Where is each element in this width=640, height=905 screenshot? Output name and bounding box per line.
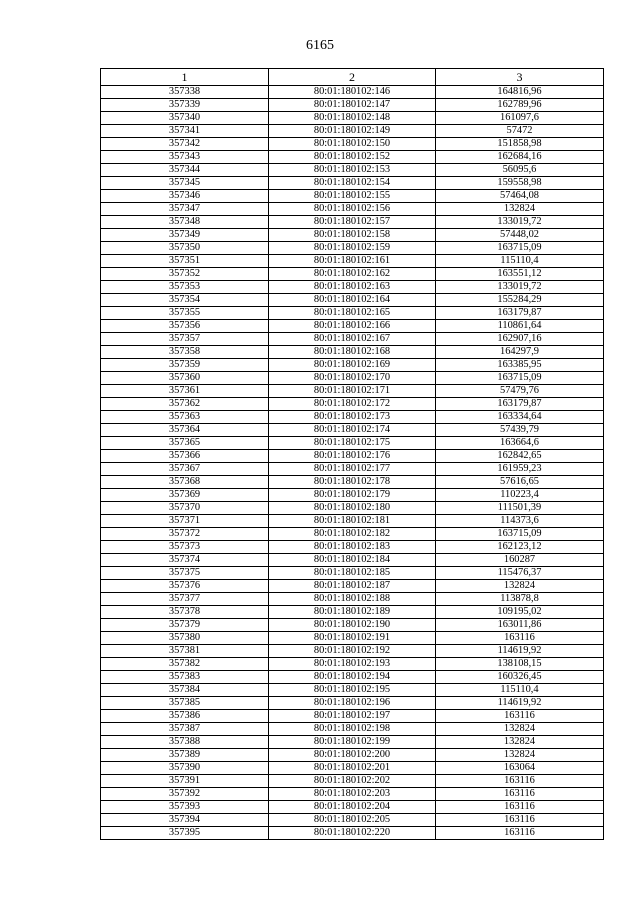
cadastral-number-cell: 80:01:180102:158 bbox=[269, 229, 436, 242]
row-number-cell: 357377 bbox=[101, 593, 269, 606]
value-cell: 162789,96 bbox=[436, 99, 604, 112]
table-header-row bbox=[101, 69, 604, 86]
row-number-cell: 357353 bbox=[101, 281, 269, 294]
value-cell: 132824 bbox=[436, 723, 604, 736]
value-cell: 162907,16 bbox=[436, 333, 604, 346]
row-number-cell: 357350 bbox=[101, 242, 269, 255]
value-cell: 57464,08 bbox=[436, 190, 604, 203]
cadastral-number-cell: 80:01:180102:201 bbox=[269, 762, 436, 775]
row-number-cell: 357355 bbox=[101, 307, 269, 320]
table-row bbox=[101, 541, 604, 554]
row-number-cell: 357343 bbox=[101, 151, 269, 164]
value-cell: 159558,98 bbox=[436, 177, 604, 190]
value-cell: 57479,76 bbox=[436, 385, 604, 398]
table-row bbox=[101, 99, 604, 112]
row-number-cell: 357349 bbox=[101, 229, 269, 242]
value-cell: 163179,87 bbox=[436, 307, 604, 320]
table-row bbox=[101, 424, 604, 437]
cadastral-number-cell: 80:01:180102:148 bbox=[269, 112, 436, 125]
value-cell: 132824 bbox=[436, 580, 604, 593]
cadastral-number-cell: 80:01:180102:164 bbox=[269, 294, 436, 307]
table-row bbox=[101, 203, 604, 216]
table-row bbox=[101, 463, 604, 476]
table-row bbox=[101, 346, 604, 359]
row-number-cell: 357364 bbox=[101, 424, 269, 437]
row-number-cell: 357354 bbox=[101, 294, 269, 307]
table-row bbox=[101, 801, 604, 814]
table-row bbox=[101, 502, 604, 515]
table-row bbox=[101, 528, 604, 541]
cadastral-number-cell: 80:01:180102:191 bbox=[269, 632, 436, 645]
value-cell: 163715,09 bbox=[436, 528, 604, 541]
row-number-cell: 357358 bbox=[101, 346, 269, 359]
value-cell: 132824 bbox=[436, 203, 604, 216]
value-cell: 113878,8 bbox=[436, 593, 604, 606]
cadastral-number-cell: 80:01:180102:179 bbox=[269, 489, 436, 502]
value-cell: 114619,92 bbox=[436, 645, 604, 658]
table-row bbox=[101, 255, 604, 268]
value-cell: 162123,12 bbox=[436, 541, 604, 554]
table-row bbox=[101, 151, 604, 164]
value-cell: 161959,23 bbox=[436, 463, 604, 476]
table-row bbox=[101, 567, 604, 580]
row-number-cell: 357390 bbox=[101, 762, 269, 775]
cadastral-number-cell: 80:01:180102:163 bbox=[269, 281, 436, 294]
cadastral-number-cell: 80:01:180102:202 bbox=[269, 775, 436, 788]
cadastral-number-cell: 80:01:180102:187 bbox=[269, 580, 436, 593]
cadastral-number-cell: 80:01:180102:204 bbox=[269, 801, 436, 814]
table-row bbox=[101, 554, 604, 567]
table-row bbox=[101, 333, 604, 346]
value-cell: 164297,9 bbox=[436, 346, 604, 359]
table-row bbox=[101, 684, 604, 697]
cadastral-number-cell: 80:01:180102:185 bbox=[269, 567, 436, 580]
table-row bbox=[101, 216, 604, 229]
row-number-cell: 357352 bbox=[101, 268, 269, 281]
value-cell: 163551,12 bbox=[436, 268, 604, 281]
table-row bbox=[101, 190, 604, 203]
table-row bbox=[101, 515, 604, 528]
table-row bbox=[101, 229, 604, 242]
value-cell: 138108,15 bbox=[436, 658, 604, 671]
value-cell: 163116 bbox=[436, 632, 604, 645]
cadastral-number-cell: 80:01:180102:190 bbox=[269, 619, 436, 632]
table-row bbox=[101, 762, 604, 775]
row-number-cell: 357362 bbox=[101, 398, 269, 411]
value-cell: 132824 bbox=[436, 749, 604, 762]
value-cell: 163179,87 bbox=[436, 398, 604, 411]
row-number-cell: 357380 bbox=[101, 632, 269, 645]
table-row bbox=[101, 112, 604, 125]
row-number-cell: 357346 bbox=[101, 190, 269, 203]
table-row bbox=[101, 697, 604, 710]
value-cell: 151858,98 bbox=[436, 138, 604, 151]
cadastral-number-cell: 80:01:180102:171 bbox=[269, 385, 436, 398]
table-row bbox=[101, 736, 604, 749]
value-cell: 162684,16 bbox=[436, 151, 604, 164]
value-cell: 109195,02 bbox=[436, 606, 604, 619]
value-cell: 57472 bbox=[436, 125, 604, 138]
row-number-cell: 357359 bbox=[101, 359, 269, 372]
table-row bbox=[101, 372, 604, 385]
cadastral-number-cell: 80:01:180102:197 bbox=[269, 710, 436, 723]
row-number-cell: 357371 bbox=[101, 515, 269, 528]
value-cell: 114619,92 bbox=[436, 697, 604, 710]
cadastral-number-cell: 80:01:180102:203 bbox=[269, 788, 436, 801]
row-number-cell: 357360 bbox=[101, 372, 269, 385]
value-cell: 111501,39 bbox=[436, 502, 604, 515]
table-row bbox=[101, 619, 604, 632]
table-row bbox=[101, 723, 604, 736]
cadastral-number-cell: 80:01:180102:152 bbox=[269, 151, 436, 164]
cadastral-number-cell: 80:01:180102:183 bbox=[269, 541, 436, 554]
table-row bbox=[101, 242, 604, 255]
row-number-cell: 357356 bbox=[101, 320, 269, 333]
table-row bbox=[101, 775, 604, 788]
table-row bbox=[101, 645, 604, 658]
row-number-cell: 357381 bbox=[101, 645, 269, 658]
row-number-cell: 357387 bbox=[101, 723, 269, 736]
table-row bbox=[101, 268, 604, 281]
table-row bbox=[101, 476, 604, 489]
row-number-cell: 357393 bbox=[101, 801, 269, 814]
cadastral-number-cell: 80:01:180102:155 bbox=[269, 190, 436, 203]
cadastral-number-cell: 80:01:180102:181 bbox=[269, 515, 436, 528]
row-number-cell: 357375 bbox=[101, 567, 269, 580]
row-number-cell: 357363 bbox=[101, 411, 269, 424]
cadastral-number-cell: 80:01:180102:177 bbox=[269, 463, 436, 476]
value-cell: 115110,4 bbox=[436, 684, 604, 697]
row-number-cell: 357368 bbox=[101, 476, 269, 489]
cadastral-number-cell: 80:01:180102:170 bbox=[269, 372, 436, 385]
row-number-cell: 357340 bbox=[101, 112, 269, 125]
table-row bbox=[101, 411, 604, 424]
cadastral-number-cell: 80:01:180102:205 bbox=[269, 814, 436, 827]
value-cell: 56095,6 bbox=[436, 164, 604, 177]
column-header-3: 3 bbox=[436, 69, 604, 86]
table-row bbox=[101, 164, 604, 177]
cadastral-number-cell: 80:01:180102:165 bbox=[269, 307, 436, 320]
table-row bbox=[101, 814, 604, 827]
value-cell: 57439,79 bbox=[436, 424, 604, 437]
row-number-cell: 357338 bbox=[101, 86, 269, 99]
cadastral-number-cell: 80:01:180102:175 bbox=[269, 437, 436, 450]
cadastral-number-cell: 80:01:180102:147 bbox=[269, 99, 436, 112]
cadastral-number-cell: 80:01:180102:161 bbox=[269, 255, 436, 268]
value-cell: 57616,65 bbox=[436, 476, 604, 489]
row-number-cell: 357348 bbox=[101, 216, 269, 229]
cadastral-number-cell: 80:01:180102:189 bbox=[269, 606, 436, 619]
cadastral-number-cell: 80:01:180102:174 bbox=[269, 424, 436, 437]
table-row bbox=[101, 125, 604, 138]
table-row bbox=[101, 294, 604, 307]
table-row bbox=[101, 593, 604, 606]
cadastral-number-cell: 80:01:180102:199 bbox=[269, 736, 436, 749]
cadastral-number-cell: 80:01:180102:172 bbox=[269, 398, 436, 411]
cadastral-number-cell: 80:01:180102:182 bbox=[269, 528, 436, 541]
table-row bbox=[101, 606, 604, 619]
value-cell: 133019,72 bbox=[436, 216, 604, 229]
cadastral-number-cell: 80:01:180102:188 bbox=[269, 593, 436, 606]
table-row bbox=[101, 788, 604, 801]
table-row bbox=[101, 138, 604, 151]
table-row bbox=[101, 450, 604, 463]
value-cell: 163116 bbox=[436, 788, 604, 801]
table-row bbox=[101, 489, 604, 502]
cadastral-number-cell: 80:01:180102:166 bbox=[269, 320, 436, 333]
cadastral-number-cell: 80:01:180102:194 bbox=[269, 671, 436, 684]
table-row bbox=[101, 281, 604, 294]
value-cell: 110223,4 bbox=[436, 489, 604, 502]
value-cell: 57448,02 bbox=[436, 229, 604, 242]
row-number-cell: 357347 bbox=[101, 203, 269, 216]
page-number: 6165 bbox=[306, 38, 334, 53]
cadastral-number-cell: 80:01:180102:184 bbox=[269, 554, 436, 567]
row-number-cell: 357373 bbox=[101, 541, 269, 554]
row-number-cell: 357374 bbox=[101, 554, 269, 567]
row-number-cell: 357391 bbox=[101, 775, 269, 788]
value-cell: 163116 bbox=[436, 710, 604, 723]
value-cell: 160287 bbox=[436, 554, 604, 567]
value-cell: 161097,6 bbox=[436, 112, 604, 125]
cadastral-number-cell: 80:01:180102:169 bbox=[269, 359, 436, 372]
table-row bbox=[101, 658, 604, 671]
table-body bbox=[101, 86, 604, 840]
value-cell: 163385,95 bbox=[436, 359, 604, 372]
row-number-cell: 357386 bbox=[101, 710, 269, 723]
table-row bbox=[101, 632, 604, 645]
row-number-cell: 357382 bbox=[101, 658, 269, 671]
row-number-cell: 357365 bbox=[101, 437, 269, 450]
cadastral-number-cell: 80:01:180102:153 bbox=[269, 164, 436, 177]
table-row bbox=[101, 827, 604, 840]
value-cell: 163116 bbox=[436, 801, 604, 814]
cadastral-number-cell: 80:01:180102:180 bbox=[269, 502, 436, 515]
table-row bbox=[101, 177, 604, 190]
row-number-cell: 357366 bbox=[101, 450, 269, 463]
cadastral-number-cell: 80:01:180102:176 bbox=[269, 450, 436, 463]
cadastral-number-cell: 80:01:180102:156 bbox=[269, 203, 436, 216]
cadastral-number-cell: 80:01:180102:162 bbox=[269, 268, 436, 281]
table-row bbox=[101, 398, 604, 411]
table-row bbox=[101, 710, 604, 723]
row-number-cell: 357372 bbox=[101, 528, 269, 541]
value-cell: 115110,4 bbox=[436, 255, 604, 268]
value-cell: 163715,09 bbox=[436, 372, 604, 385]
table-row bbox=[101, 580, 604, 593]
cadastral-number-cell: 80:01:180102:173 bbox=[269, 411, 436, 424]
cadastral-number-cell: 80:01:180102:168 bbox=[269, 346, 436, 359]
cadastral-number-cell: 80:01:180102:193 bbox=[269, 658, 436, 671]
row-number-cell: 357388 bbox=[101, 736, 269, 749]
row-number-cell: 357345 bbox=[101, 177, 269, 190]
row-number-cell: 357357 bbox=[101, 333, 269, 346]
row-number-cell: 357376 bbox=[101, 580, 269, 593]
value-cell: 160326,45 bbox=[436, 671, 604, 684]
row-number-cell: 357395 bbox=[101, 827, 269, 840]
cadastral-number-cell: 80:01:180102:150 bbox=[269, 138, 436, 151]
value-cell: 115476,37 bbox=[436, 567, 604, 580]
table-row bbox=[101, 749, 604, 762]
row-number-cell: 357394 bbox=[101, 814, 269, 827]
row-number-cell: 357392 bbox=[101, 788, 269, 801]
cadastral-number-cell: 80:01:180102:157 bbox=[269, 216, 436, 229]
cadastral-number-cell: 80:01:180102:196 bbox=[269, 697, 436, 710]
cadastral-number-cell: 80:01:180102:192 bbox=[269, 645, 436, 658]
value-cell: 163116 bbox=[436, 827, 604, 840]
row-number-cell: 357389 bbox=[101, 749, 269, 762]
row-number-cell: 357385 bbox=[101, 697, 269, 710]
cadastral-number-cell: 80:01:180102:146 bbox=[269, 86, 436, 99]
table-row bbox=[101, 320, 604, 333]
row-number-cell: 357341 bbox=[101, 125, 269, 138]
value-cell: 114373,6 bbox=[436, 515, 604, 528]
row-number-cell: 357379 bbox=[101, 619, 269, 632]
value-cell: 163011,86 bbox=[436, 619, 604, 632]
row-number-cell: 357367 bbox=[101, 463, 269, 476]
row-number-cell: 357361 bbox=[101, 385, 269, 398]
value-cell: 163715,09 bbox=[436, 242, 604, 255]
cadastral-number-cell: 80:01:180102:149 bbox=[269, 125, 436, 138]
row-number-cell: 357383 bbox=[101, 671, 269, 684]
value-cell: 133019,72 bbox=[436, 281, 604, 294]
value-cell: 163116 bbox=[436, 814, 604, 827]
cadastral-number-cell: 80:01:180102:167 bbox=[269, 333, 436, 346]
cadastral-number-cell: 80:01:180102:154 bbox=[269, 177, 436, 190]
column-header-2: 2 bbox=[269, 69, 436, 86]
row-number-cell: 357378 bbox=[101, 606, 269, 619]
table-row bbox=[101, 437, 604, 450]
value-cell: 163664,6 bbox=[436, 437, 604, 450]
value-cell: 132824 bbox=[436, 736, 604, 749]
data-table bbox=[100, 68, 604, 840]
table-row bbox=[101, 385, 604, 398]
cadastral-number-cell: 80:01:180102:200 bbox=[269, 749, 436, 762]
row-number-cell: 357369 bbox=[101, 489, 269, 502]
column-header-1: 1 bbox=[101, 69, 269, 86]
table-row bbox=[101, 359, 604, 372]
row-number-cell: 357351 bbox=[101, 255, 269, 268]
value-cell: 163334,64 bbox=[436, 411, 604, 424]
row-number-cell: 357342 bbox=[101, 138, 269, 151]
value-cell: 163064 bbox=[436, 762, 604, 775]
row-number-cell: 357339 bbox=[101, 99, 269, 112]
row-number-cell: 357370 bbox=[101, 502, 269, 515]
value-cell: 110861,64 bbox=[436, 320, 604, 333]
value-cell: 162842,65 bbox=[436, 450, 604, 463]
cadastral-number-cell: 80:01:180102:220 bbox=[269, 827, 436, 840]
row-number-cell: 357344 bbox=[101, 164, 269, 177]
table-row bbox=[101, 307, 604, 320]
cadastral-number-cell: 80:01:180102:178 bbox=[269, 476, 436, 489]
cadastral-number-cell: 80:01:180102:198 bbox=[269, 723, 436, 736]
row-number-cell: 357384 bbox=[101, 684, 269, 697]
value-cell: 164816,96 bbox=[436, 86, 604, 99]
cadastral-number-cell: 80:01:180102:195 bbox=[269, 684, 436, 697]
table-row bbox=[101, 86, 604, 99]
cadastral-number-cell: 80:01:180102:159 bbox=[269, 242, 436, 255]
value-cell: 155284,29 bbox=[436, 294, 604, 307]
value-cell: 163116 bbox=[436, 775, 604, 788]
table-row bbox=[101, 671, 604, 684]
